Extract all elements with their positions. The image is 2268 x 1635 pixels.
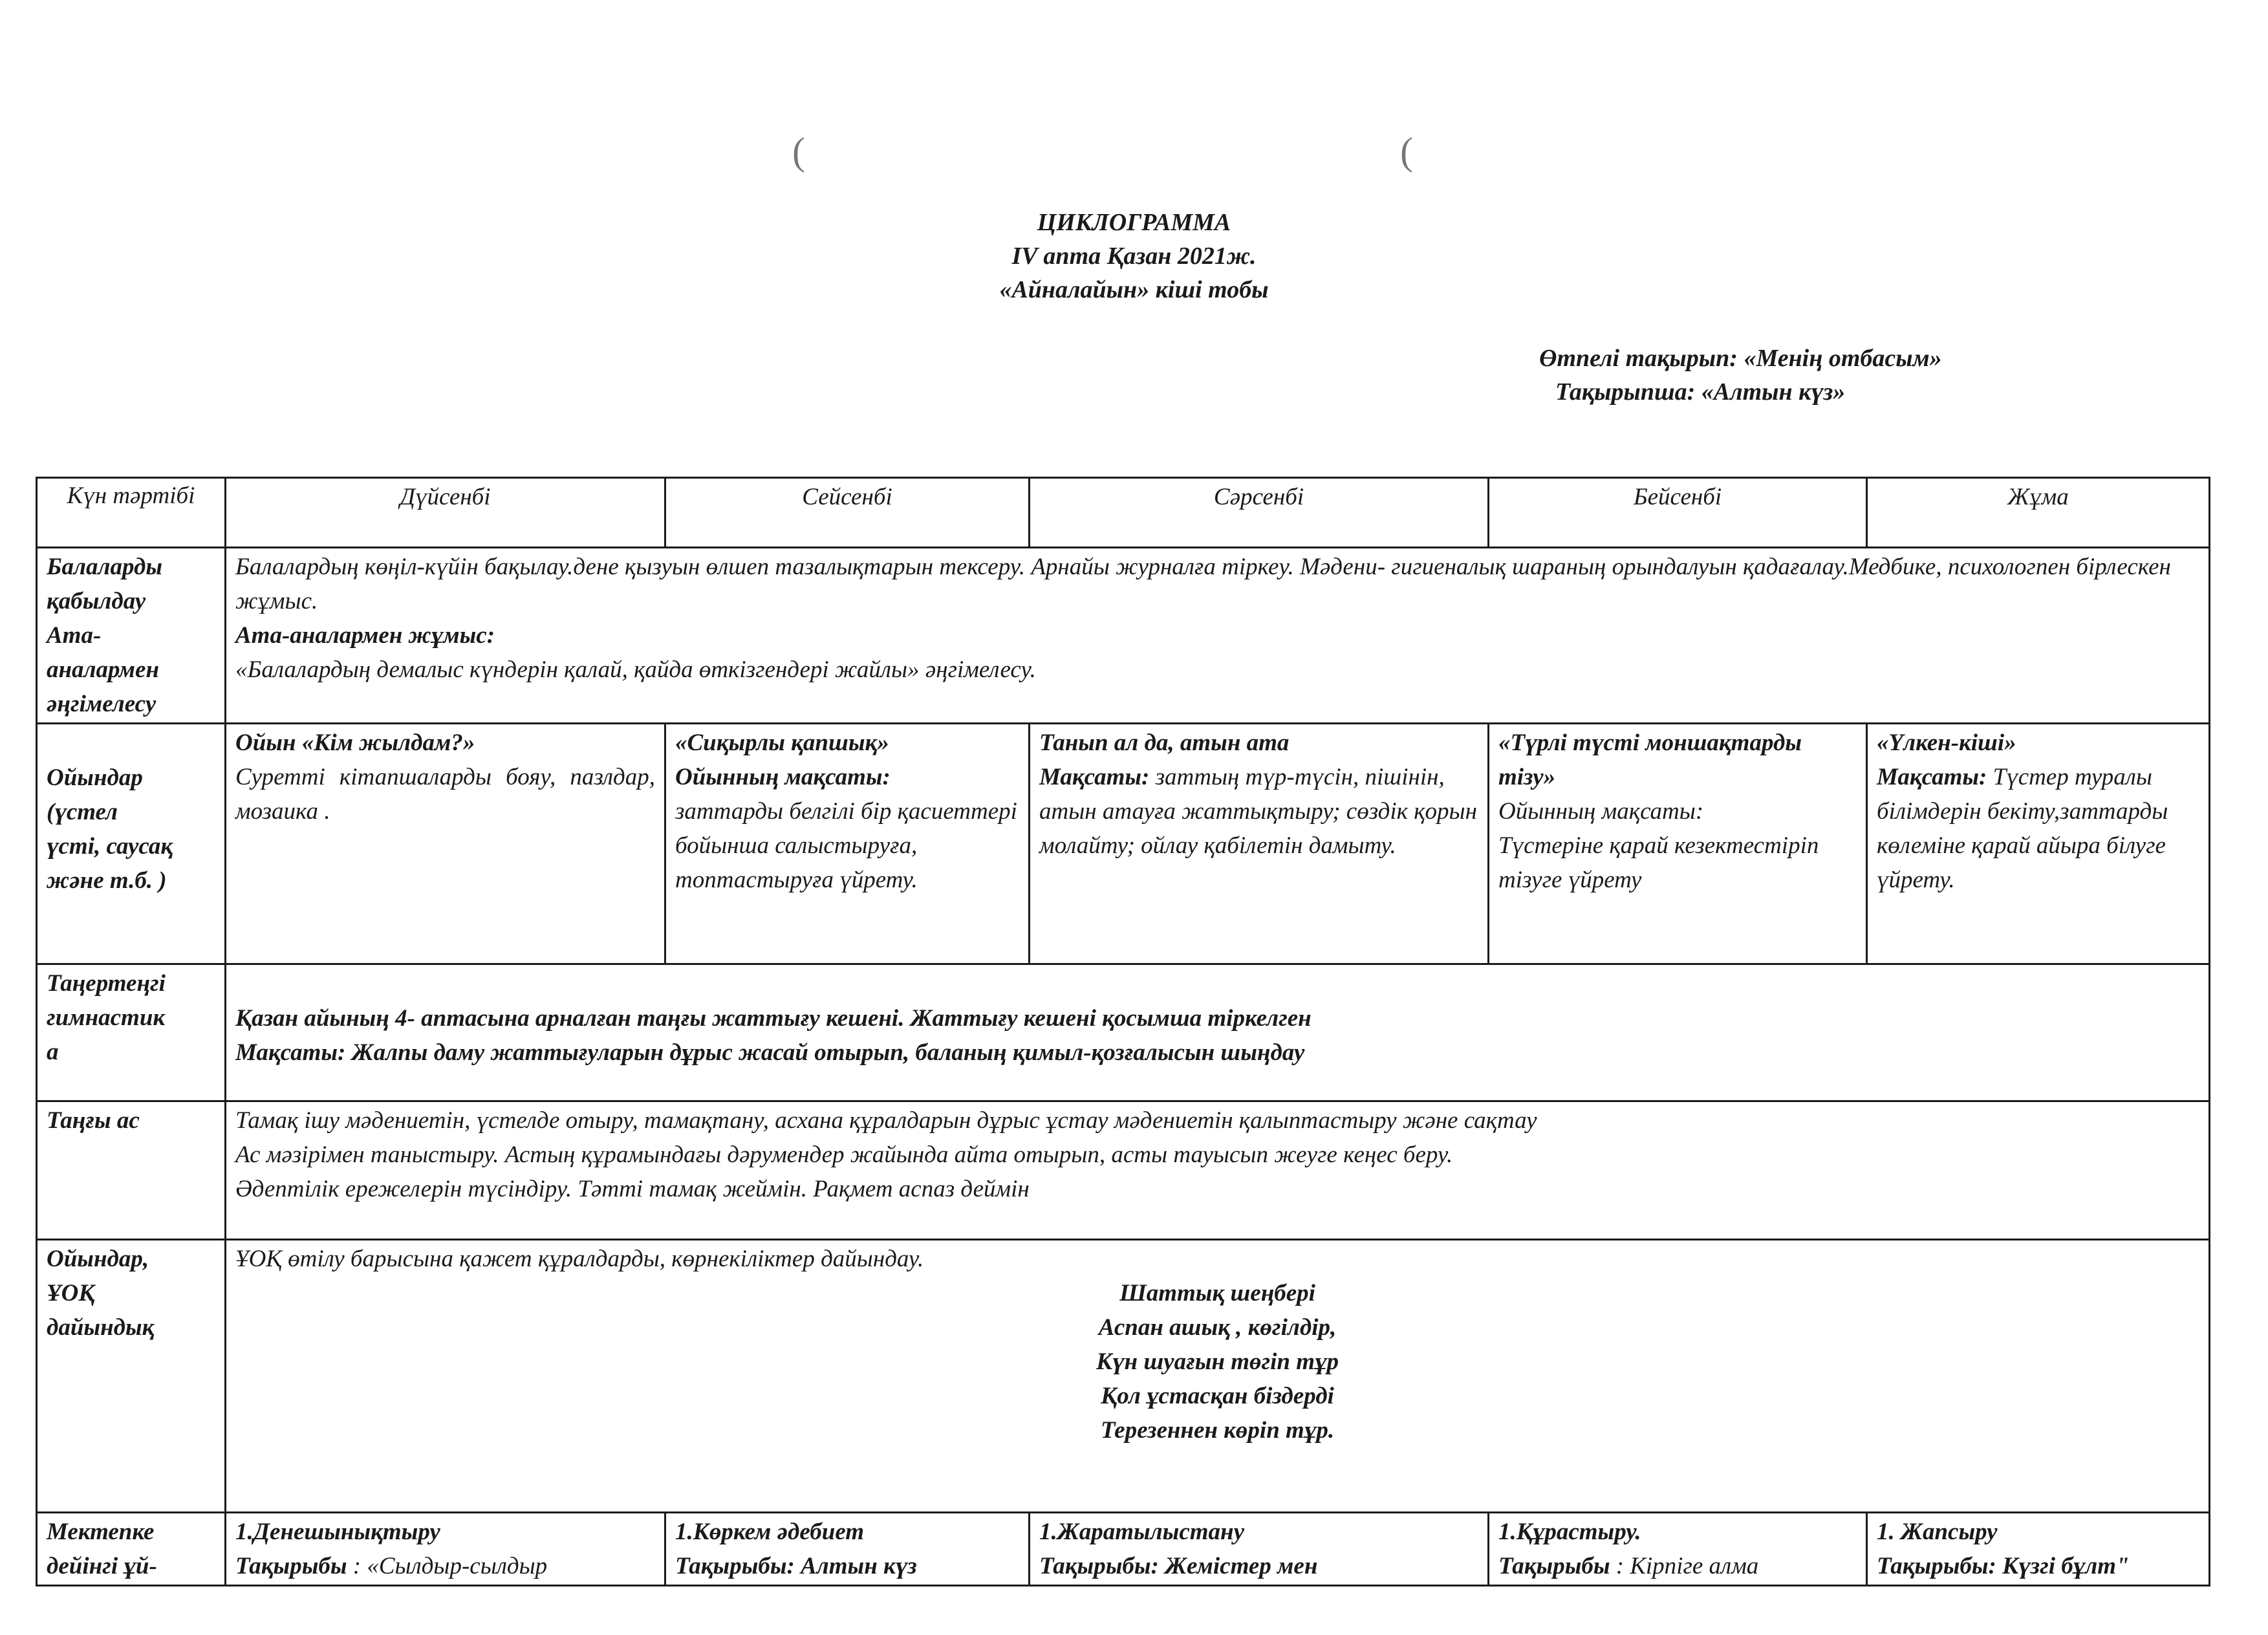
game-title: Ойын «Кім жылдам?» (235, 730, 475, 756)
table-row-classes (37, 1513, 2210, 1586)
breakfast-content (226, 1101, 2210, 1240)
game-goal-label: Ойынның мақсаты: (675, 764, 891, 790)
poem-line: Күн шуағын төгіп тұр (1096, 1348, 1339, 1375)
scan-mark-right: ( (1400, 130, 1413, 173)
class-topic-label: Тақырыбы: Алтын күз (675, 1553, 917, 1579)
label-line: дайындық (47, 1314, 155, 1341)
breakfast-line-2: Ас мәзірімен таныстыру. Астың құрамындағы дәрумендер жайында айта отырып, асты тауысып жеуге кеңес беру. (235, 1142, 1453, 1168)
game-text: Суретті кітапшаларды бояу, пазлдар, мозаика . (235, 764, 655, 825)
game-goal-text: заттың түр-түсін, пішінін, атын атауға жаттықтыру; сөздік қорын молайту; ойлау қабілетін дамыту. (1039, 764, 1477, 859)
class-topic-text: : Кірпіге алма (1610, 1553, 1759, 1579)
transition-theme: Өтпелі тақырып: «Менің отбасым» (1539, 345, 1942, 372)
game-text: заттарды белгілі бір қасиеттері бойынша салыстыруға, топтастыруға үйрету. (675, 798, 1017, 893)
label-line: Ойындар, (47, 1246, 149, 1272)
classes-wednesday (1030, 1513, 1489, 1586)
breakfast-line-3: Әдептілік ережелерін түсіндіру. Тәтті тамақ жеймін. Рақмет аспаз деймін (235, 1176, 1030, 1202)
class-title: 1. Жапсыру (1877, 1519, 1998, 1545)
games-friday (1867, 724, 2210, 964)
label-line: үсті, саусақ (47, 833, 173, 860)
class-topic-label: Тақырыбы (1498, 1553, 1610, 1579)
label-line: дейінгі ұй- (47, 1553, 157, 1579)
table-row-reception (37, 548, 2210, 724)
poem-line: Аспан ашық , көгілдір, (1098, 1314, 1337, 1341)
games-thursday (1489, 724, 1867, 964)
label-line: Ойындар (47, 764, 143, 791)
class-topic (235, 1549, 655, 1583)
schedule-table (36, 477, 2210, 1586)
class-title: 1.Көркем әдебиет (675, 1519, 865, 1545)
classes-monday (226, 1513, 665, 1586)
row-label-classes (37, 1513, 226, 1586)
breakfast-line-1: Тамақ ішу мәдениетін, үстелде отыру, тамақтану, асхана құралдарын дұрыс ұстау мәдениетін қалыптастыру және сақтау (235, 1107, 1537, 1134)
col-header-friday: Жұма (1867, 478, 2210, 548)
col-header-thursday: Бейсенбі (1489, 478, 1867, 548)
row-label-breakfast: Таңғы ас (37, 1101, 226, 1240)
label-line: ҰОҚ (47, 1280, 95, 1306)
class-title: 1.Құрастыру. (1498, 1519, 1641, 1545)
table-row-gymnastics (37, 964, 2210, 1101)
label-line: әңгімелесу (47, 691, 157, 717)
col-header-tuesday: Сейсенбі (665, 478, 1030, 548)
doc-title: ЦИКЛОГРАММА (1037, 209, 1231, 236)
game-title: «Үлкен-кіші» (1877, 730, 2016, 756)
game-goal-text: Түстер туралы білімдерін бекіту,заттарды көлеміне қарай айыра білуге үйрету. (1877, 764, 2168, 893)
label-line: Балаларды (47, 554, 163, 580)
label-line: және т.б. ) (47, 867, 167, 894)
game-title: «Сиқырлы қапшық» (675, 730, 889, 756)
poem-line: Терезеннен көріп тұр. (1100, 1417, 1335, 1444)
classes-tuesday (665, 1513, 1030, 1586)
gymnastics-line-1: Қазан айының 4- аптасына арналған таңғы жаттығу кешені. Жаттығу кешені қосымша тіркелген (235, 1005, 1312, 1032)
poem-title: Шаттық шеңбері (1119, 1280, 1315, 1306)
label-line: Таңертеңгі (47, 970, 166, 997)
table-row-prep (37, 1240, 2210, 1513)
class-topic-label: Тақырыбы: Жемістер мен (1039, 1553, 1318, 1579)
row-label-reception (37, 548, 226, 724)
table-header-row (37, 478, 2210, 548)
class-title: 1.Денешынықтыру (235, 1519, 440, 1545)
col-header-monday: Дүйсенбі (226, 478, 665, 548)
game-goal-label: Ойынның мақсаты: (1498, 798, 1704, 825)
label-line: (үстел (47, 799, 118, 825)
class-title: 1.Жаратылыстану (1039, 1519, 1244, 1545)
poem-line: Қол ұстасқан біздерді (1101, 1383, 1334, 1409)
prep-content (226, 1240, 2210, 1513)
row-label-prep (37, 1240, 226, 1513)
label-line: аналармен (47, 656, 159, 683)
games-tuesday (665, 724, 1030, 964)
class-topic-label: Тақырыбы: Күзгі бұлт" (1877, 1553, 2130, 1579)
game-title: «Түрлі түсті моншақтарды тізу» (1498, 730, 1802, 790)
table-row-breakfast (37, 1101, 2210, 1240)
label-line: гимнастик (47, 1004, 166, 1031)
row-label-gymnastics (37, 964, 226, 1101)
gymnastics-line-2: Мақсаты: Жалпы даму жаттығуларын дұрыс жасай отырып, баланың қимыл-қозғалысын шыңдау (235, 1039, 1305, 1066)
class-topic-text: : «Сылдыр-сылдыр (347, 1553, 548, 1579)
game-goal-label: Мақсаты: (1877, 764, 1987, 790)
game-title: Танып ал да, атын ата (1039, 730, 1290, 756)
game-text: Түстеріне қарай кезектестіріп тізуге үйрету (1498, 832, 1819, 893)
gymnastics-content (226, 964, 2210, 1101)
row-label-games (37, 724, 226, 964)
col-header-wednesday: Сәрсенбі (1030, 478, 1489, 548)
scan-mark-left: ( (792, 130, 805, 173)
game-text (1039, 760, 1478, 863)
classes-thursday (1489, 1513, 1867, 1586)
reception-content (226, 548, 2210, 724)
doc-group: «Айналайын» кіші тобы (999, 276, 1269, 303)
label-line: Мектепке (47, 1519, 155, 1545)
class-topic-label: Тақырыбы (235, 1553, 347, 1579)
label-line: а (47, 1039, 59, 1065)
prep-intro: ҰОҚ өтілу барысына қажет құралдарды, көрнекіліктер дайындау. (235, 1246, 924, 1272)
table-row-games (37, 724, 2210, 964)
label-line: қабылдау (47, 588, 146, 614)
sub-theme: Тақырыпша: «Алтын күз» (1555, 378, 1846, 406)
reception-text: Балалардың көңіл-күйін бақылау.дене қызуын өлшеп тазалықтарын тексеру. Арнайы журналға тіркеу. Мәдени- гигиеналық шараның орындалуын қадағалау.Медбике, психологпен бірлескен жұмыс. (235, 554, 2171, 614)
games-wednesday (1030, 724, 1489, 964)
col-header-routine: Күн тәртібі (37, 478, 226, 548)
game-text (1877, 760, 2199, 897)
class-topic (1498, 1549, 1857, 1583)
doc-week: IV апта Қазан 2021ж. (1011, 243, 1257, 270)
classes-friday (1867, 1513, 2210, 1586)
parents-heading: Ата-аналармен жұмыс: (235, 622, 495, 649)
game-goal-label: Мақсаты: (1039, 764, 1150, 790)
label-line: Ата- (47, 622, 102, 649)
games-monday (226, 724, 665, 964)
parents-text: «Балалардың демалыс күндерін қалай, қайда өткізгендері жайлы» әңгімелесу. (235, 656, 1036, 683)
